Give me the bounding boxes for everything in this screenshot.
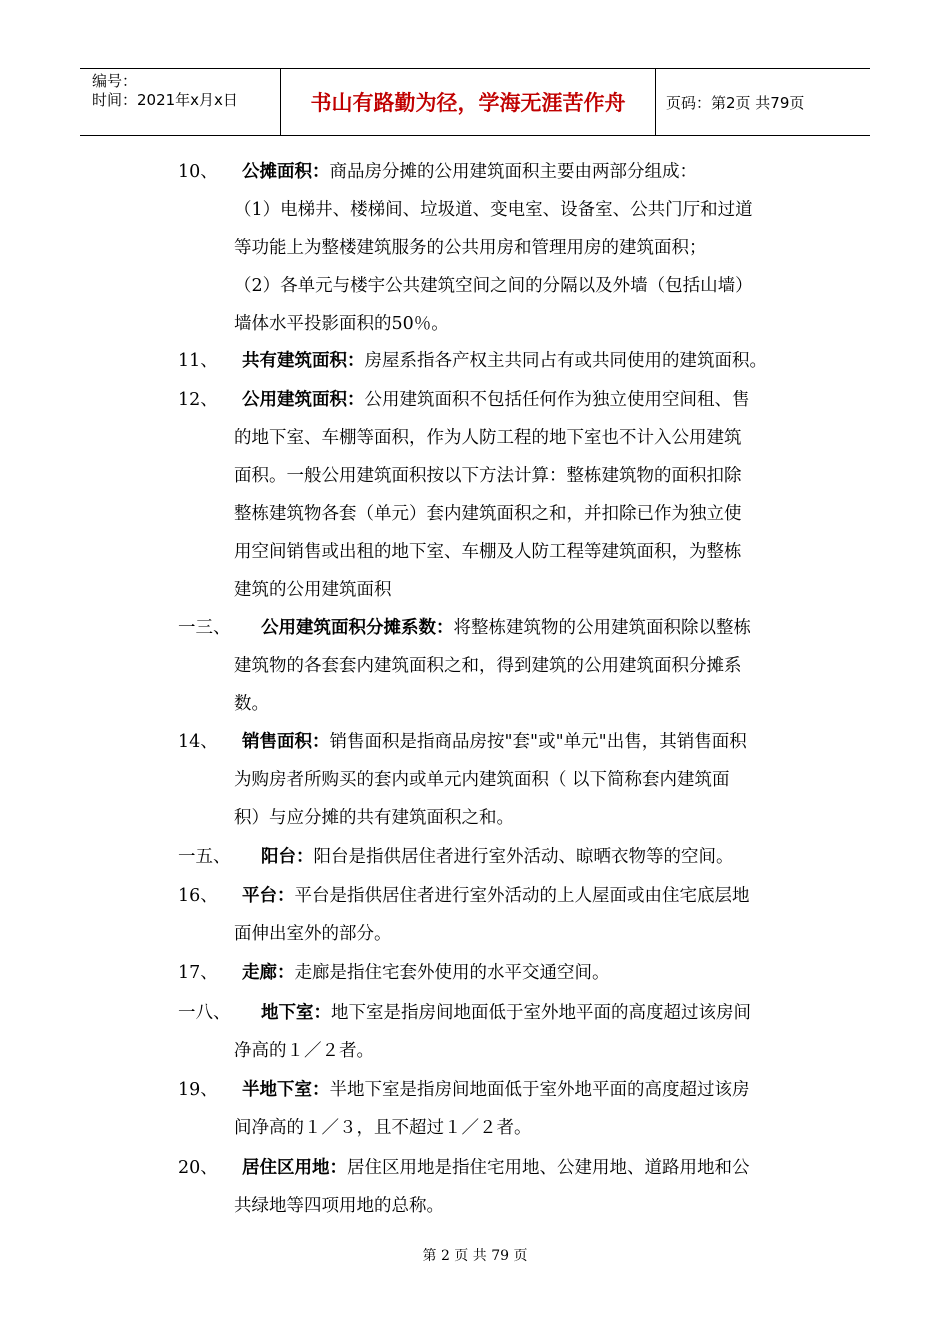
item-line: 数。: [234, 694, 269, 714]
item-line: 面伸出室外的部分。: [234, 924, 392, 944]
item-line: 共绿地等四项用地的总称。: [234, 1196, 444, 1216]
item-line: 面积。一般公用建筑面积按以下方法计算：整栋建筑物的面积扣除: [234, 466, 742, 486]
item-line: 的地下室、车棚等面积，作为人防工程的地下室也不计入公用建筑: [234, 428, 742, 448]
item-number: 17、: [178, 963, 218, 983]
item-number: 14、: [178, 732, 218, 752]
item-line: 建筑的公用建筑面积: [234, 580, 392, 600]
item-text: 房屋系指各产权主共同占有或共同使用的建筑面积。: [364, 351, 767, 371]
item-term: 公用建筑面积：: [242, 390, 365, 410]
item-text: 公用建筑面积不包括任何作为独立使用空间租、售: [364, 390, 750, 410]
item-line: 净高的１／２者。: [234, 1041, 374, 1061]
definition-item: [178, 609, 818, 723]
page-indicator: 页码：第2页 共79页: [666, 93, 805, 112]
item-line: 整栋建筑物各套（单元）套内建筑面积之和，并扣除已作为独立使: [234, 504, 742, 524]
item-line: 墙体水平投影面积的50％。: [234, 314, 449, 334]
item-number: 11、: [178, 351, 218, 371]
item-line: 用空间销售或出租的地下室、车棚及人防工程等建筑面积，为整栋: [234, 542, 742, 562]
item-term: 销售面积：: [242, 732, 330, 752]
item-text: 走廊是指住宅套外使用的水平交通空间。: [294, 963, 610, 983]
item-text: 半地下室是指房间地面低于室外地平面的高度超过该房: [329, 1080, 750, 1100]
definition-item: [178, 954, 818, 992]
item-term: 半地下室：: [242, 1080, 330, 1100]
definition-item: [178, 1071, 818, 1147]
definition-item: [178, 342, 818, 380]
date-label: 时间：2021年x月x日: [92, 91, 238, 109]
item-line: 建筑物的各套套内建筑面积之和，得到建筑的公用建筑面积分摊系: [234, 656, 742, 676]
definition-item: [178, 838, 818, 876]
definition-item: [178, 877, 818, 953]
item-text: 销售面积是指商品房按"套"或"单元"出售，其销售面积: [329, 732, 747, 752]
page-footer: 第 2 页 共 79 页: [422, 1248, 528, 1264]
definition-item: [178, 1149, 818, 1225]
item-line: 积）与应分摊的共有建筑面积之和。: [234, 808, 514, 828]
item-term: 共有建筑面积：: [242, 351, 365, 371]
item-line: 等功能上为整楼建筑服务的公共用房和管理用房的建筑面积；: [234, 238, 707, 258]
item-line: （1）电梯井、楼梯间、垃圾道、变电室、设备室、公共门厅和过道: [234, 200, 753, 220]
definition-item: [178, 994, 818, 1070]
item-term: 居住区用地：: [242, 1158, 347, 1178]
item-number: 10、: [178, 162, 218, 182]
item-text: 将整栋建筑物的公用建筑面积除以整栋: [453, 618, 751, 638]
page-header: [80, 68, 870, 136]
item-term: 地下室：: [261, 1003, 331, 1023]
item-term: 走廊：: [242, 963, 295, 983]
item-number: 19、: [178, 1080, 218, 1100]
item-term: 公摊面积：: [242, 162, 330, 182]
motto: 书山有路勤为径，学海无涯苦作舟: [281, 69, 656, 135]
item-term: 平台：: [242, 886, 295, 906]
item-line: 间净高的１／３，且不超过１／２者。: [234, 1118, 532, 1138]
item-number: 一三、: [178, 618, 231, 638]
item-text: 居住区用地是指住宅用地、公建用地、道路用地和公: [347, 1158, 750, 1178]
item-text: 阳台是指供居住者进行室外活动、晾晒衣物等的空间。: [313, 847, 734, 867]
item-term: 阳台：: [261, 847, 314, 867]
item-text: 平台是指供居住者进行室外活动的上人屋面或由住宅底层地: [294, 886, 750, 906]
item-number: 16、: [178, 886, 218, 906]
item-number: 20、: [178, 1158, 218, 1178]
item-line: 为购房者所购买的套内或单元内建筑面积（ 以下简称套内建筑面: [234, 770, 730, 790]
definition-item: [178, 381, 818, 609]
item-text: 商品房分摊的公用建筑面积主要由两部分组成：: [329, 162, 697, 182]
definition-item: [178, 723, 818, 837]
definition-item: [178, 153, 818, 343]
item-number: 一五、: [178, 847, 231, 867]
item-number: 一八、: [178, 1003, 231, 1023]
item-term: 公用建筑面积分摊系数：: [261, 618, 454, 638]
code-label: 编号：: [92, 72, 138, 90]
item-text: 地下室是指房间地面低于室外地平面的高度超过该房间: [331, 1003, 751, 1023]
item-number: 12、: [178, 390, 218, 410]
item-line: （2）各单元与楼宇公共建筑空间之间的分隔以及外墙（包括山墙）: [234, 276, 753, 296]
header-meta: [80, 69, 281, 135]
